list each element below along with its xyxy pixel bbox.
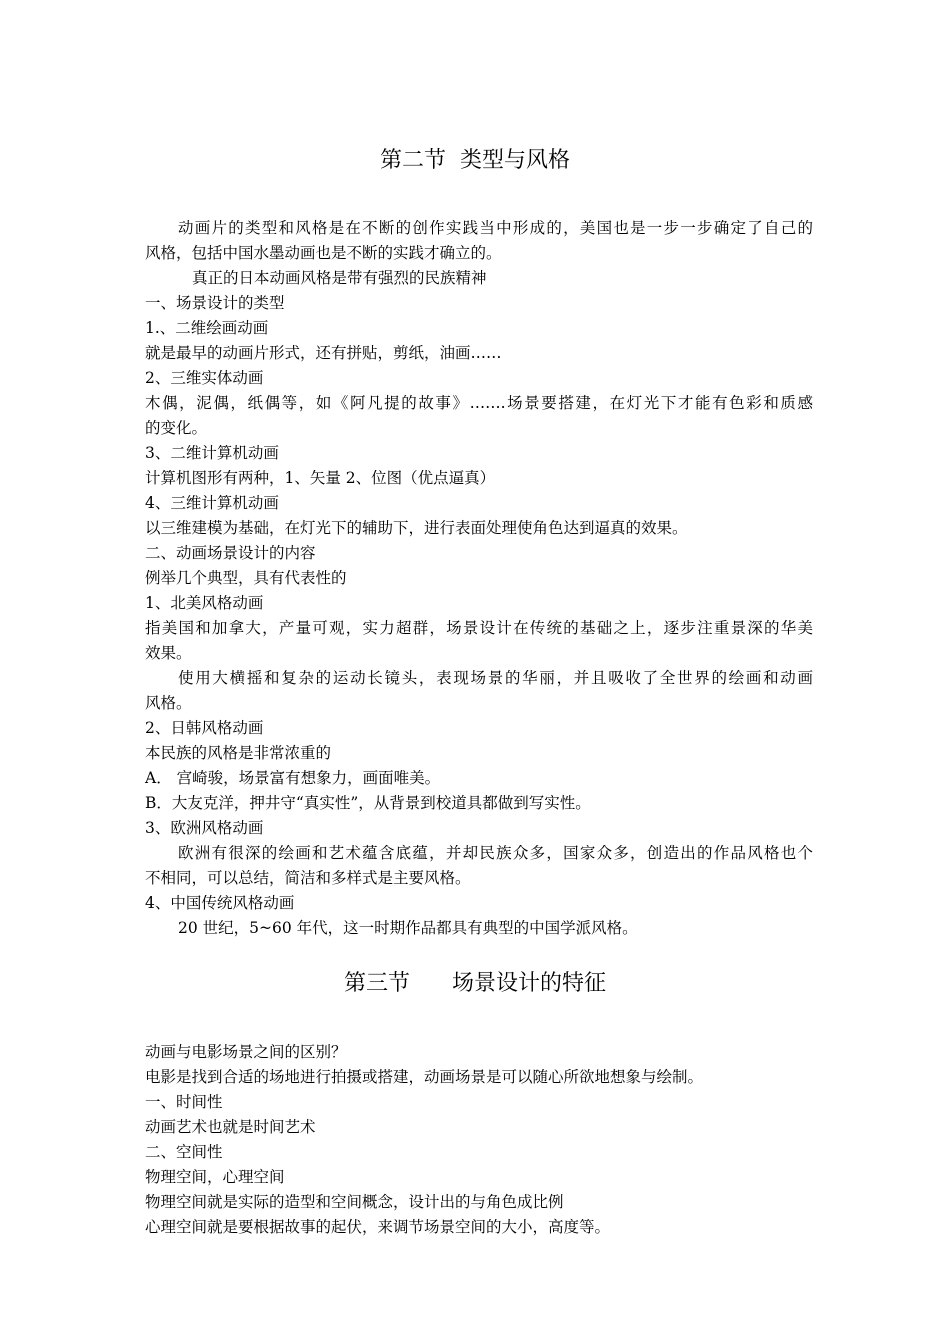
style-4-text: 20 世纪，5~60 年代，这一时期作品都具有典型的中国学派风格。	[178, 919, 638, 937]
style-2-text-3: B．大友克洋，押井守“真实性”，从背景到校道具都做到写实性。	[145, 794, 591, 812]
section-3-line-2: 电影是找到合适的场地进行拍摄或搭建，动画场景是可以随心所欲地想象与绘制。	[145, 1068, 704, 1086]
section-3-line-5: 二、空间性	[145, 1143, 223, 1161]
type-4-text: 以三维建模为基础，在灯光下的辅助下，进行表面处理使角色达到逼真的效果。	[145, 519, 688, 537]
section-3-title: 第三节 场景设计的特征	[344, 971, 606, 996]
style-4-heading: 4、中国传统风格动画	[145, 894, 295, 912]
section-3-line-8: 心理空间就是要根据故事的起伏，来调节场景空间的大小，高度等。	[145, 1218, 611, 1236]
section-3-line-3: 一、时间性	[145, 1093, 223, 1111]
type-4-heading: 4、三维计算机动画	[145, 494, 279, 512]
intro-line-2: 风格，包括中国水墨动画也是不断的实践才确立的。	[145, 244, 502, 262]
type-3-heading: 3、二维计算机动画	[145, 444, 279, 462]
section-3-line-4: 动画艺术也就是时间艺术	[145, 1118, 316, 1136]
section-3-line-6: 物理空间，心理空间	[145, 1168, 285, 1186]
intro-line-3: 真正的日本动画风格是带有强烈的民族精神	[192, 269, 487, 287]
type-3-text: 计算机图形有两种，1、矢量 2、位图（优点逼真）	[145, 469, 496, 487]
style-1-text-3: 使用大横摇和复杂的运动长镜头，表现场景的华丽，并且吸收了全世界的绘画和动画	[178, 669, 813, 687]
section-2-title: 第二节 类型与风格	[380, 148, 570, 173]
section-3-line-1: 动画与电影场景之间的区别？	[145, 1043, 347, 1061]
type-2-text-2: 的变化。	[145, 419, 208, 437]
intro-line-1: 动画片的类型和风格是在不断的创作实践当中形成的，美国也是一步一步确定了自己的	[178, 219, 813, 237]
style-1-text-4: 风格。	[145, 694, 192, 712]
style-3-text-2: 不相同，可以总结，简洁和多样式是主要风格。	[145, 869, 471, 887]
style-1-heading: 1、北美风格动画	[145, 594, 264, 612]
part-2-heading: 二、动画场景设计的内容	[145, 544, 316, 562]
style-1-text-2: 效果。	[145, 644, 192, 662]
style-3-heading: 3、欧洲风格动画	[145, 819, 264, 837]
type-1-heading: 1.、二维绘画动画	[145, 319, 269, 337]
type-1-text: 就是最早的动画片形式，还有拼贴，剪纸，油画……	[145, 344, 502, 362]
style-1-text-1: 指美国和加拿大，产量可观，实力超群，场景设计在传统的基础之上，逐步注重景深的华美	[145, 619, 813, 637]
type-2-heading: 2、三维实体动画	[145, 369, 264, 387]
style-2-text-1: 本民族的风格是非常浓重的	[145, 744, 332, 762]
style-2-heading: 2、日韩风格动画	[145, 719, 264, 737]
section-3-line-7: 物理空间就是实际的造型和空间概念，设计出的与角色成比例	[145, 1193, 564, 1211]
type-2-text-1: 木偶，泥偶，纸偶等，如《阿凡提的故事》…….场景要搭建，在灯光下才能有色彩和质感	[145, 394, 813, 412]
part-2-intro: 例举几个典型，具有代表性的	[145, 569, 347, 587]
part-1-heading: 一、场景设计的类型	[145, 294, 285, 312]
style-2-text-2: A． 宫崎骏，场景富有想象力，画面唯美。	[145, 769, 441, 787]
style-3-text-1: 欧洲有很深的绘画和艺术蕴含底蕴，并却民族众多，国家众多，创造出的作品风格也个	[178, 844, 813, 862]
